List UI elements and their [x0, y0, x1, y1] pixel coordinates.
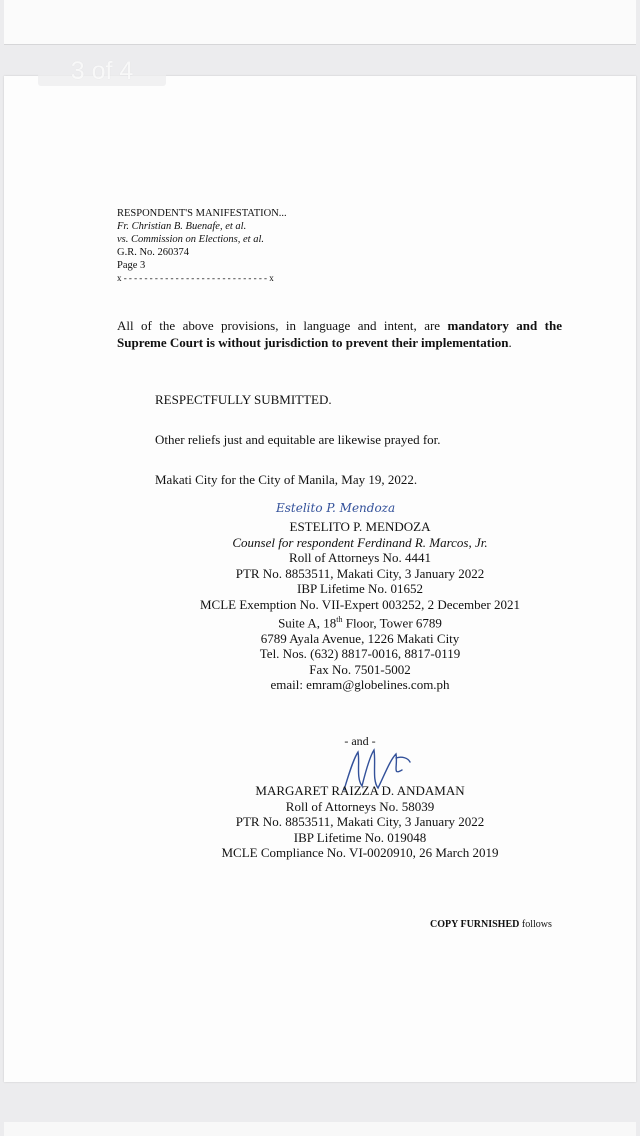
caption-gr-no: G.R. No. 260374	[117, 247, 190, 258]
counsel1-name: ESTELITO P. MENDOZA	[289, 519, 431, 534]
counsel2-ptr: PTR No. 8853511, Makati City, 3 January 2022	[235, 814, 485, 829]
counsel1-mcle: MCLE Exemption No. VII-Expert 003252, 2 December 2021	[200, 596, 520, 612]
counsel2-roll: Roll of Attorneys No. 58039	[285, 798, 435, 814]
counsel2-ibp: IBP Lifetime No. 019048	[293, 829, 427, 845]
counsel1-address: 6789 Ayala Avenue, 1226 Makati City	[260, 630, 460, 646]
next-page-edge	[4, 1122, 636, 1136]
counsel1-email: email: emram@globelines.com.ph	[270, 677, 450, 693]
other-reliefs: Other reliefs just and equitable are likewise prayed for.	[155, 432, 441, 447]
counsel1-suite	[140, 612, 580, 631]
and-separator: - and -	[344, 734, 376, 748]
caption-title: RESPONDENT'S MANIFESTATION...	[117, 208, 287, 219]
counsel2-name: MARGARET RAIZZA D. ANDAMAN	[255, 783, 465, 798]
counsel1-role: Counsel for respondent Ferdinand R. Marcos, Jr.	[232, 534, 488, 550]
counsel1-ptr: PTR No. 8853511, Makati City, 3 January 2022	[235, 565, 485, 581]
caption-separator: x----------------------------x	[117, 273, 276, 283]
counsel1-fax: Fax No. 7501-5002	[309, 661, 411, 677]
respectfully-submitted: RESPECTFULLY SUBMITTED.	[155, 392, 332, 407]
suite-post: Floor, Tower 6789	[342, 615, 442, 631]
suite-pre: Suite A, 18	[278, 615, 337, 631]
counsel1-ibp: IBP Lifetime No. 01652	[297, 581, 423, 596]
signature-mendoza: Estelito P. Mendoza	[276, 501, 396, 515]
place-date: Makati City for the City of Manila, May 19, 2022.	[155, 472, 418, 487]
suite-sup: th	[336, 615, 343, 624]
copy-bold: COPY FURNISHED	[430, 919, 520, 930]
para-bold: mandatory and the Supreme Court is without jurisdiction to prevent their implementation	[117, 318, 562, 350]
counsel2-block	[140, 783, 580, 861]
para-end: .	[508, 335, 512, 350]
page-counter: 3 of 4	[38, 56, 166, 86]
para-start: All of the above provisions, in language and intent, are	[117, 318, 448, 333]
counsel1-tel: Tel. Nos. (632) 8817-0016, 8817-0119	[259, 646, 461, 662]
copy-furnished	[430, 919, 552, 930]
counsel2-mcle: MCLE Compliance No. VI-0020910, 26 March 2019	[221, 845, 499, 860]
case-caption	[117, 207, 287, 285]
counsel1-block	[140, 519, 580, 693]
caption-page: Page 3	[117, 260, 146, 271]
copy-rest: follows	[519, 919, 552, 930]
caption-party1: Fr. Christian B. Buenafe, et al.	[117, 221, 247, 232]
body-paragraph	[117, 317, 562, 351]
previous-page-edge	[4, 0, 636, 45]
counsel1-roll: Roll of Attorneys No. 4441	[289, 550, 431, 565]
caption-party2: vs. Commission on Elections, et al.	[117, 234, 264, 245]
